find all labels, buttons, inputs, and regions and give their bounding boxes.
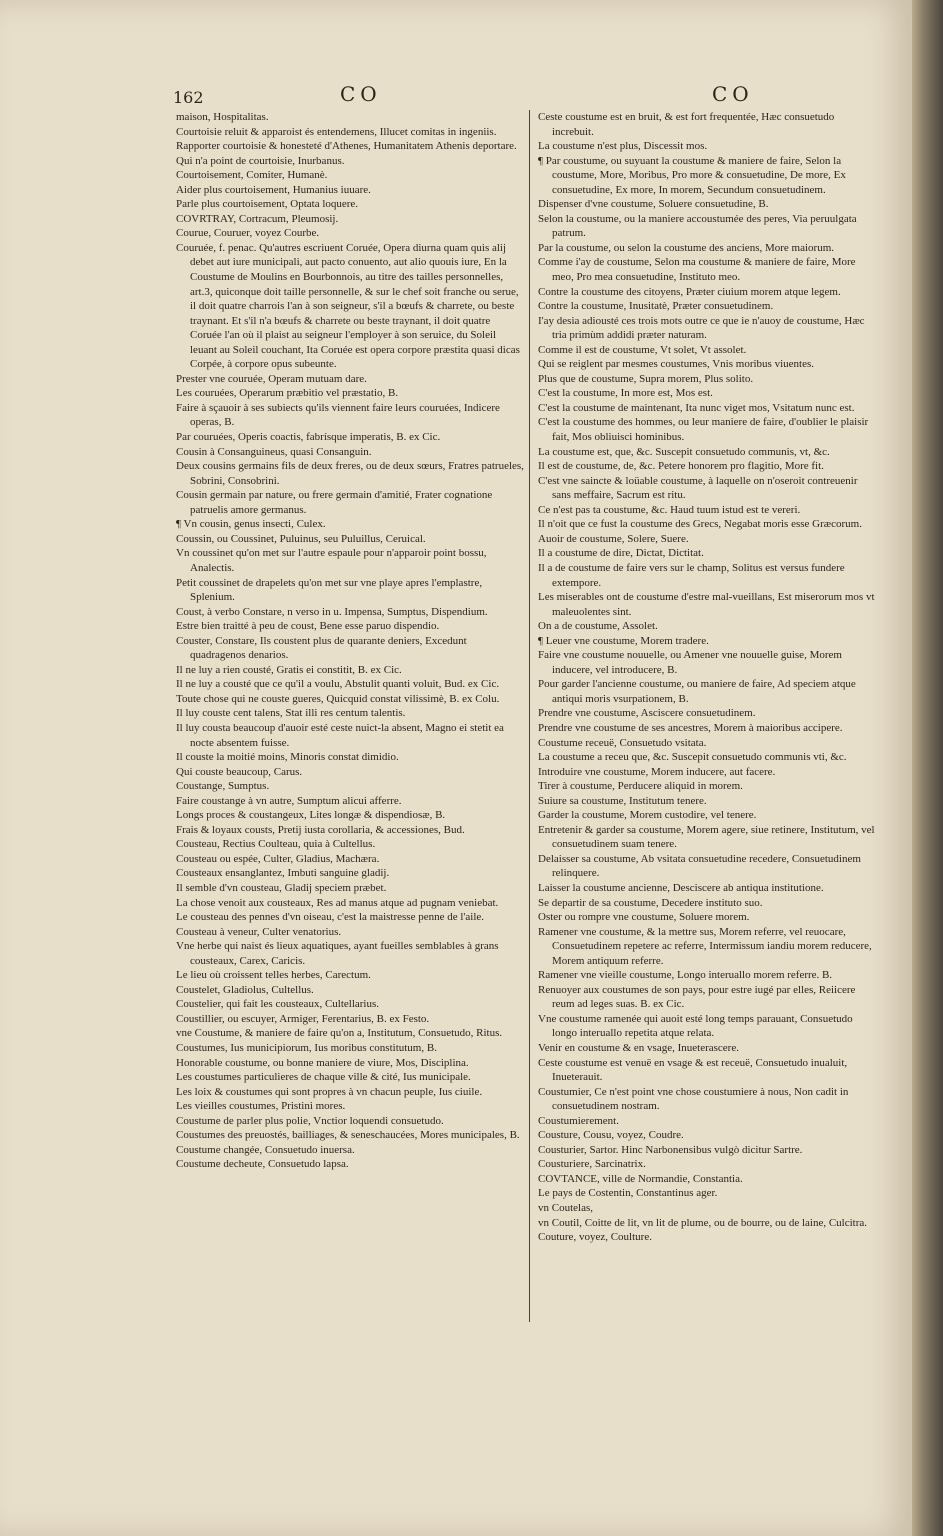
dictionary-entry: Introduire vne coustume, Morem inducere, aut facere.: [538, 765, 776, 778]
dictionary-entry: vne Coustume, & maniere de faire qu'on a, Institutum, Consuetudo, Ritus.: [176, 1027, 503, 1040]
dictionary-entry: Estre bien traitté à peu de coust, Bene esse paruo dispendio.: [176, 620, 440, 633]
dictionary-entry: Couruée, f. penac. Qu'autres escriuent Coruée, Opera diurna quam quis alij debet aut iure municipali, aut pacto conuento, aut alio quouis iure, En la Coustume de Moulins en Bourbonnois, au titre des tailles personnelles, art.3, quiconque doit taille personnelle, & sur le chef soit franche ou serue, il doit quatre charrois l'an à son seigneur, s'il a bœufs & charrete, ou beste traynant. Et s'il n'a bœufs & charrete ou beste traynant, il doit quatre Coruée l'an où il plaist au seigneur l'employer à son seruice, du Soleil leuant au Soleil couchant, Ita Coruée est opera corpore præstita quasi dicas Corpée, à corpore opus subeunte.: [176, 241, 520, 371]
dictionary-entry: Il a de coustume de faire vers sur le champ, Solitus est versus fundere extempore.: [538, 561, 845, 589]
dictionary-entry: Honorable coustume, ou bonne maniere de viure, Mos, Disciplina.: [176, 1056, 469, 1069]
dictionary-entry: Coustelier, qui fait les cousteaux, Cultellarius.: [176, 998, 380, 1011]
dictionary-entry: Faire à sçauoir à ses subiects qu'ils viennent faire leurs couruées, Indicere operas, B.: [176, 401, 500, 429]
dictionary-entry: Cousturiere, Sarcinatrix.: [538, 1158, 646, 1171]
dictionary-entry: Se departir de sa coustume, Decedere instituto suo.: [538, 896, 763, 909]
dictionary-entry: Cousturier, Sartor. Hinc Narbonensibus vulgò dicitur Sartre.: [538, 1143, 803, 1156]
dictionary-entry: La coustume a receu que, &c. Suscepit consuetudo communis vti, &c.: [538, 751, 847, 764]
right-column: [538, 110, 876, 1245]
dictionary-entry: Les miserables ont de coustume d'estre mal-vueillans, Est miserorum mos vt maleuolentes sint.: [538, 591, 875, 618]
dictionary-entry: Ce n'est pas ta coustume, &c. Haud tuum istud est te vereri.: [538, 503, 801, 516]
dictionary-entry: Contre la coustume des citoyens, Præter ciuium morem atque legem.: [538, 285, 841, 298]
dictionary-entry: Le cousteau des pennes d'vn oiseau, c'est la maistresse penne de l'aile.: [176, 911, 485, 924]
dictionary-entry: Comme il est de coustume, Vt solet, Vt assolet.: [538, 343, 747, 356]
dictionary-entry: C'est la coustume des hommes, ou leur maniere de faire, d'oublier le plaisir fait, Mos obliuisci hominibus.: [538, 416, 869, 444]
dictionary-entry: Coustume changée, Consuetudo inuersa.: [176, 1143, 355, 1156]
dictionary-entry: Le pays de Costentin, Constantinus ager.: [538, 1187, 718, 1200]
dictionary-entry: Vne coustume ramenée qui auoit esté long temps parauant, Consuetudo longo interuallo repetita atque relata.: [538, 1012, 853, 1040]
dictionary-entry: Cousteau, Rectius Coulteau, quia à Cultellus.: [176, 838, 376, 851]
dictionary-entry: COVTANCE, ville de Normandie, Constantia.: [538, 1172, 743, 1185]
dictionary-entry: Coustelet, Gladiolus, Cultellus.: [176, 983, 314, 996]
dictionary-entry: Parle plus courtoisement, Optata loquere.: [176, 198, 359, 211]
dictionary-entry: ¶ Par coustume, ou suyuant la coustume & maniere de faire, Selon la coustume, More, Moribus, Pro more & consuetudine, De more, Ex consuetudine, Ex more, In morem, Secundum consuetudinem.: [538, 154, 846, 196]
dictionary-entry: Il a coustume de dire, Dictat, Dictitat.: [538, 547, 704, 560]
dictionary-entry: Pour garder l'ancienne coustume, ou maniere de faire, Ad speciem atque antiqui moris vsurpationem, B.: [538, 678, 856, 705]
dictionary-entry: Faire vne coustume nouuelle, ou Amener vne nouuelle guise, Morem inducere, vel introducere, B.: [538, 649, 842, 676]
dictionary-entry: Rapporter courtoisie & honesteté d'Athenes, Humanitatem Athenis deportare.: [176, 140, 517, 153]
page-number: 162: [173, 88, 204, 107]
dictionary-entry: Couster, Constare, Ils coustent plus de quarante deniers, Excedunt quadragenos denarios.: [176, 634, 467, 662]
dictionary-entry: Il n'oit que ce fust la coustume des Grecs, Negabat moris esse Græcorum.: [538, 518, 862, 531]
dictionary-entry: Coustume receuë, Consuetudo vsitata.: [538, 736, 707, 749]
dictionary-entry: Petit coussinet de drapelets qu'on met sur vne playe apres l'emplastre, Splenium.: [176, 576, 483, 604]
dictionary-entry: Vn coussinet qu'on met sur l'autre espaule pour n'apparoir point bossu, Analectis.: [176, 547, 487, 574]
dictionary-entry: Il luy cousta beaucoup d'auoir esté ceste nuict-la absent, Magno ei stetit ea nocte absentem fuisse.: [176, 721, 504, 749]
dictionary-entry: I'ay desia adiousté ces trois mots outre ce que ie n'auoy de coustume, Hæc tria primùm addidi præter naturam.: [538, 314, 865, 342]
dictionary-entry: Entretenir & garder sa coustume, Morem agere, siue retinere, Institutum, vel consuetudinem suam tenere.: [538, 823, 875, 851]
dictionary-entry: Ramener vne vieille coustume, Longo interuallo morem referre. B.: [538, 969, 833, 982]
dictionary-entry: Venir en coustume & en vsage, Inueterascere.: [538, 1042, 739, 1054]
dictionary-entry: Prester vne couruée, Operam mutuam dare.: [176, 372, 367, 385]
dictionary-entry: Il ne luy a rien cousté, Gratis ei constitit, B. ex Cic.: [176, 663, 402, 676]
dictionary-entry: Prendre vne coustume, Asciscere consuetudinem.: [538, 707, 756, 720]
column-divider: [529, 110, 530, 1322]
dictionary-entry: Coustumierement.: [538, 1114, 619, 1127]
dictionary-entry: vn Coutelas,: [538, 1202, 593, 1215]
dictionary-entry: La chose venoit aux cousteaux, Res ad manus atque ad pugnam veniebat.: [176, 896, 499, 909]
dictionary-entry: Les couruées, Operarum præbitio vel præstatio, B.: [176, 387, 399, 400]
dictionary-entry: Selon la coustume, ou la maniere accoustumée des peres, Via peruulgata patrum.: [538, 212, 857, 240]
dictionary-entry: C'est vne saincte & loüable coustume, à laquelle on n'oseroit contreuenir sans meffaire, Sacrum est ritu.: [538, 474, 858, 502]
dictionary-entry: ¶ Leuer vne coustume, Morem tradere.: [538, 634, 709, 647]
dictionary-entry: Il couste la moitié moins, Minoris constat dimidio.: [176, 751, 399, 764]
dictionary-entry: Cousin germain par nature, ou frere germain d'amitié, Frater cognatione patruelis amore germanus.: [176, 489, 493, 516]
dictionary-entry: Qui se reiglent par mesmes coustumes, Vnis moribus viuentes.: [538, 358, 814, 371]
dictionary-entry: Courtoisie reluit & apparoist és entendemens, Illucet comitas in ingeniis.: [176, 125, 497, 138]
dictionary-entry: Garder la coustume, Morem custodire, vel tenere.: [538, 809, 757, 822]
dictionary-entry: Comme i'ay de coustume, Selon ma coustume & maniere de faire, More meo, Pro mea consuetudine, Instituto meo.: [538, 256, 856, 284]
dictionary-entry: Courue, Couruer, voyez Courbe.: [176, 227, 320, 240]
dictionary-entry: Cousteau à veneur, Culter venatorius.: [176, 925, 342, 938]
dictionary-entry: Il ne luy a cousté que ce qu'il a voulu, Abstulit quanti voluit, Bud. ex Cic.: [176, 678, 500, 691]
dictionary-entry: Qui n'a point de courtoisie, Inurbanus.: [176, 154, 345, 167]
dictionary-entry: Vne herbe qui naist és lieux aquatiques, ayant fueilles semblables à grans cousteaux, Carex, Caricis.: [176, 940, 499, 967]
dictionary-entry: Frais & loyaux cousts, Pretij iusta corollaria, & accessiones, Bud.: [176, 823, 465, 836]
dictionary-entry: Tirer à coustume, Perducere aliquid in morem.: [538, 780, 743, 793]
dictionary-entry: Auoir de coustume, Solere, Suere.: [538, 532, 689, 545]
dictionary-entry: Oster ou rompre vne coustume, Soluere morem.: [538, 911, 750, 924]
book-edge: [912, 0, 943, 1536]
dictionary-entry: maison, Hospitalitas.: [176, 111, 269, 123]
dictionary-entry: Les coustumes particulieres de chaque ville & cité, Ius municipale.: [176, 1071, 471, 1084]
dictionary-entry: Suiure sa coustume, Institutum tenere.: [538, 794, 707, 807]
dictionary-entry: Aider plus courtoisement, Humanius iuuare.: [176, 183, 371, 196]
dictionary-entry: Les vieilles coustumes, Pristini mores.: [176, 1100, 346, 1113]
dictionary-entry: Cousteau ou espée, Culter, Gladius, Machæra.: [176, 852, 380, 865]
dictionary-entry: Coustillier, ou escuyer, Armiger, Ferentarius, B. ex Festo.: [176, 1012, 430, 1025]
dictionary-entry: Par la coustume, ou selon la coustume des anciens, More maiorum.: [538, 241, 835, 254]
dictionary-entry: Renuoyer aux coustumes de son pays, pour estre iugé par elles, Reiicere reum ad leges suas. B. ex Cic.: [538, 983, 856, 1011]
dictionary-entry: Courtoisement, Comiter, Humanè.: [176, 169, 328, 182]
dictionary-entry: Qui couste beaucoup, Carus.: [176, 765, 303, 778]
dictionary-entry: Cousin à Consanguineus, quasi Consanguin.: [176, 445, 372, 458]
dictionary-entry: Toute chose qui ne couste gueres, Quicquid constat vilissimè, B. ex Colu.: [176, 692, 500, 705]
dictionary-entry: Ceste coustume est venuë en vsage & est receuë, Consuetudo inualuit, Inueterauit.: [538, 1056, 848, 1084]
dictionary-entry: Coustumes des preuostés, bailliages, & seneschaucées, Mores municipales, B.: [176, 1129, 520, 1142]
dictionary-entry: Cousteaux ensanglantez, Imbuti sanguine gladij.: [176, 867, 390, 880]
dictionary-entry: Il luy couste cent talens, Stat illi res centum talentis.: [176, 707, 406, 720]
dictionary-entry: Faire coustange à vn autre, Sumptum alicui afferre.: [176, 794, 402, 807]
dictionary-entry: Laisser la coustume ancienne, Desciscere ab antiqua institutione.: [538, 881, 824, 894]
dictionary-entry: Coustumes, Ius municipiorum, Ius moribus constitutum, B.: [176, 1042, 437, 1054]
dictionary-entry: COVRTRAY, Cortracum, Pleumosij.: [176, 212, 339, 225]
dictionary-entry: Coust, à verbo Constare, n verso in u. Impensa, Sumptus, Dispendium.: [176, 605, 488, 618]
dictionary-entry: Il est de coustume, de, &c. Petere honorem pro flagitio, More fit.: [538, 460, 824, 473]
dictionary-entry: C'est la coustume de maintenant, Ita nunc viget mos, Vsitatum nunc est.: [538, 401, 855, 414]
dictionary-entry: Longs proces & coustangeux, Lites longæ & dispendiosæ, B.: [176, 809, 446, 822]
dictionary-entry: Deux cousins germains fils de deux freres, ou de deux sœurs, Fratres patrueles, Sobrini, Consobrini.: [176, 460, 524, 487]
dictionary-entry: La coustume n'est plus, Discessit mos.: [538, 140, 708, 153]
dictionary-entry: Delaisser sa coustume, Ab vsitata consuetudine recedere, Consuetudinem relinquere.: [538, 852, 861, 880]
dictionary-entry: Cousture, Cousu, voyez, Coudre.: [538, 1129, 684, 1142]
dictionary-entry: Coustume de parler plus polie, Vnctior loquendi consuetudo.: [176, 1114, 444, 1127]
dictionary-entry: Les loix & coustumes qui sont propres à vn chacun peuple, Ius ciuile.: [176, 1085, 483, 1098]
dictionary-entry: Il semble d'vn cousteau, Gladij speciem præbet.: [176, 881, 387, 894]
dictionary-entry: Prendre vne coustume de ses ancestres, Morem à maioribus accipere.: [538, 721, 843, 734]
dictionary-entry: vn Coutil, Coitte de lit, vn lit de plume, ou de bourre, ou de laine, Culcitra.: [538, 1216, 868, 1229]
dictionary-entry: Par couruées, Operis coactis, fabrísque imperatis, B. ex Cic.: [176, 431, 441, 444]
dictionary-entry: La coustume est, que, &c. Suscepit consuetudo communis, vt, &c.: [538, 445, 830, 458]
dictionary-entry: Couture, voyez, Coulture.: [538, 1231, 652, 1244]
dictionary-entry: On a de coustume, Assolet.: [538, 620, 658, 633]
left-running-head: CO: [340, 82, 382, 106]
dictionary-entry: Plus que de coustume, Supra morem, Plus solito.: [538, 372, 754, 385]
left-column: [176, 110, 524, 1172]
dictionary-entry: Le lieu où croissent telles herbes, Carectum.: [176, 969, 371, 982]
dictionary-entry: Contre la coustume, Inusitatè, Præter consuetudinem.: [538, 300, 774, 313]
dictionary-entry: Coustange, Sumptus.: [176, 780, 270, 793]
right-running-head: CO: [712, 82, 754, 106]
dictionary-entry: Ceste coustume est en bruit, & est fort frequentée, Hæc consuetudo increbuit.: [538, 111, 835, 138]
dictionary-entry: Ramener vne coustume, & la mettre sus, Morem referre, vel reuocare, Consuetudinem repetere ac referre, Intermissum iandiu morem reducere, Morem antiquum referre.: [538, 925, 872, 967]
dictionary-entry: Dispenser d'vne coustume, Soluere consuetudine, B.: [538, 198, 769, 211]
dictionary-entry: Coustumier, Ce n'est point vne chose coustumiere à nous, Non cadit in consuetudinem nostram.: [538, 1085, 849, 1113]
dictionary-entry: C'est la coustume, In more est, Mos est.: [538, 387, 713, 400]
page-header: [0, 82, 912, 112]
dictionary-entry: Coussin, ou Coussinet, Puluinus, seu Puluillus, Ceruical.: [176, 532, 426, 545]
dictionary-entry: ¶ Vn cousin, genus insecti, Culex.: [176, 518, 326, 531]
dictionary-entry: Coustume decheute, Consuetudo lapsa.: [176, 1158, 349, 1171]
